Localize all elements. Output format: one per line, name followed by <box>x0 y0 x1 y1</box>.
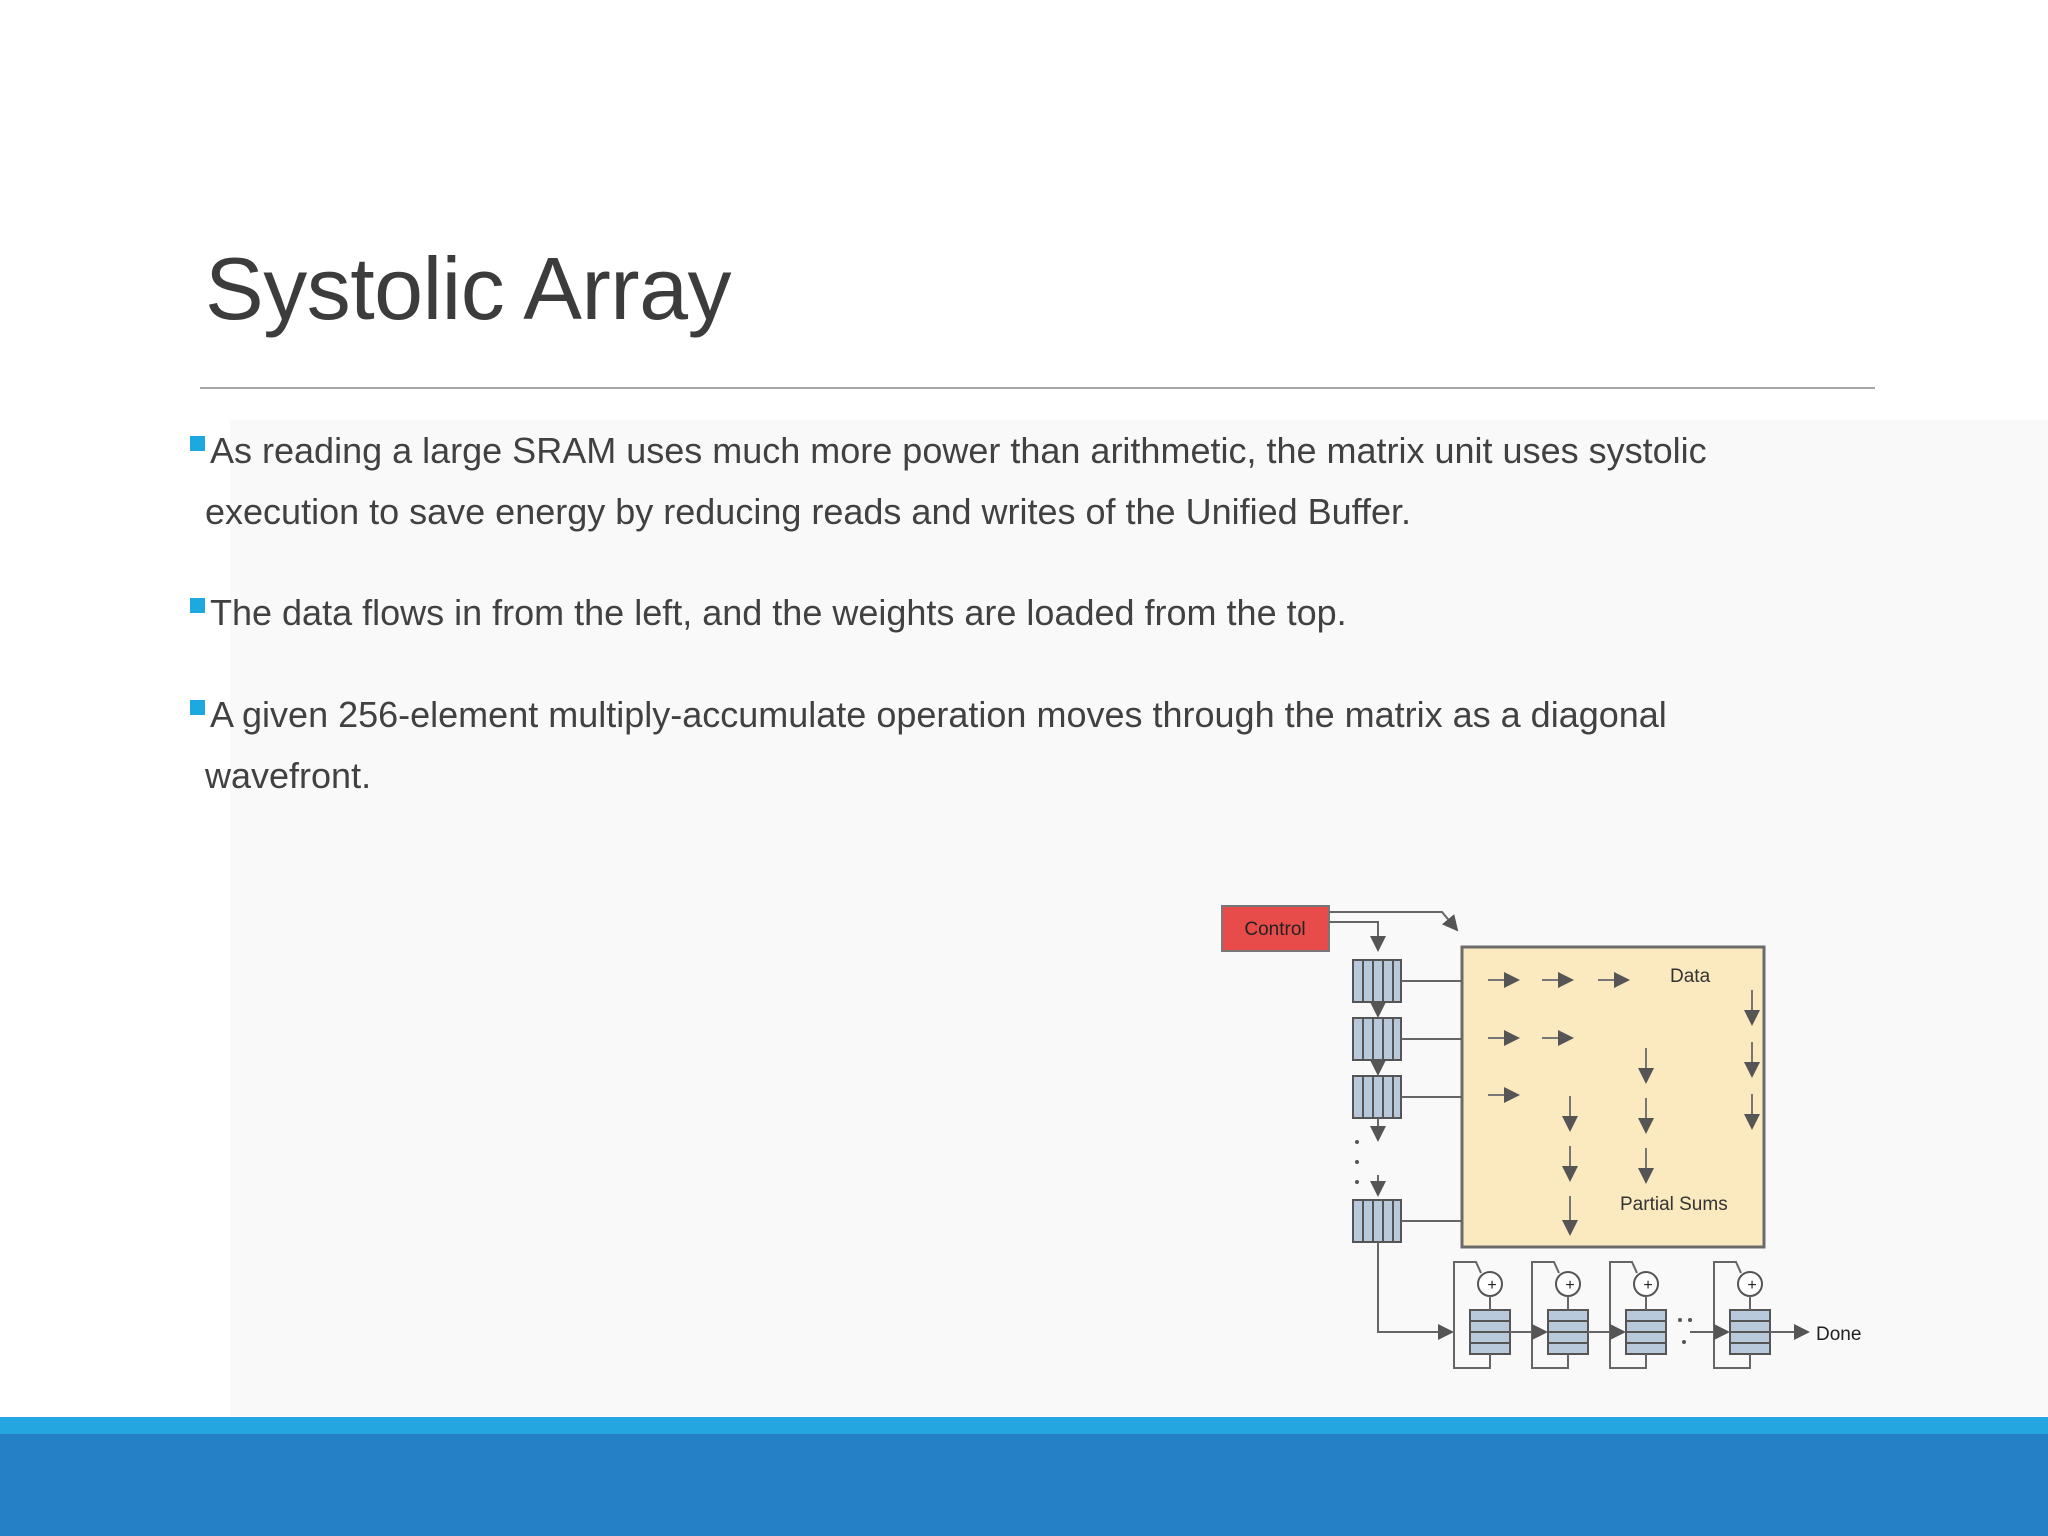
control-label: Control <box>1244 919 1306 940</box>
bullet-item <box>190 582 1890 643</box>
footer-bar <box>0 1434 2048 1536</box>
bullet-text-line1: A given 256-element multiply-accumulate operation moves through the matrix as a diagonal <box>210 694 1667 735</box>
bullet-square-icon <box>190 436 205 451</box>
data-label: Data <box>1670 966 1711 987</box>
svg-text:+: + <box>1747 1277 1757 1294</box>
bullet-square-icon <box>190 700 205 715</box>
systolic-array-diagram <box>1210 890 1890 1380</box>
accumulators <box>1454 1262 1861 1368</box>
done-label: Done <box>1816 1324 1862 1345</box>
bullet-square-icon <box>190 598 205 613</box>
partial-sums-label: Partial Sums <box>1620 1194 1728 1215</box>
bullet-text-line2: execution to save energy by reducing reads and writes of the Unified Buffer. <box>205 491 1412 532</box>
bullet-text-line1: The data flows in from the left, and the weights are loaded from the top. <box>210 592 1347 633</box>
control-block <box>1222 906 1329 951</box>
svg-text:+: + <box>1643 1277 1653 1294</box>
bullet-text-line2: wavefront. <box>205 755 372 796</box>
slide-title: Systolic Array <box>205 239 732 338</box>
title-divider <box>200 387 1875 389</box>
bullet-text-line1: As reading a large SRAM uses much more power than arithmetic, the matrix unit uses systolic <box>210 430 1707 471</box>
footer-accent-bar <box>0 1417 2048 1434</box>
bullet-item <box>190 420 1890 542</box>
svg-text:+: + <box>1565 1277 1575 1294</box>
svg-text:+: + <box>1487 1277 1497 1294</box>
bullet-item <box>190 684 1890 806</box>
